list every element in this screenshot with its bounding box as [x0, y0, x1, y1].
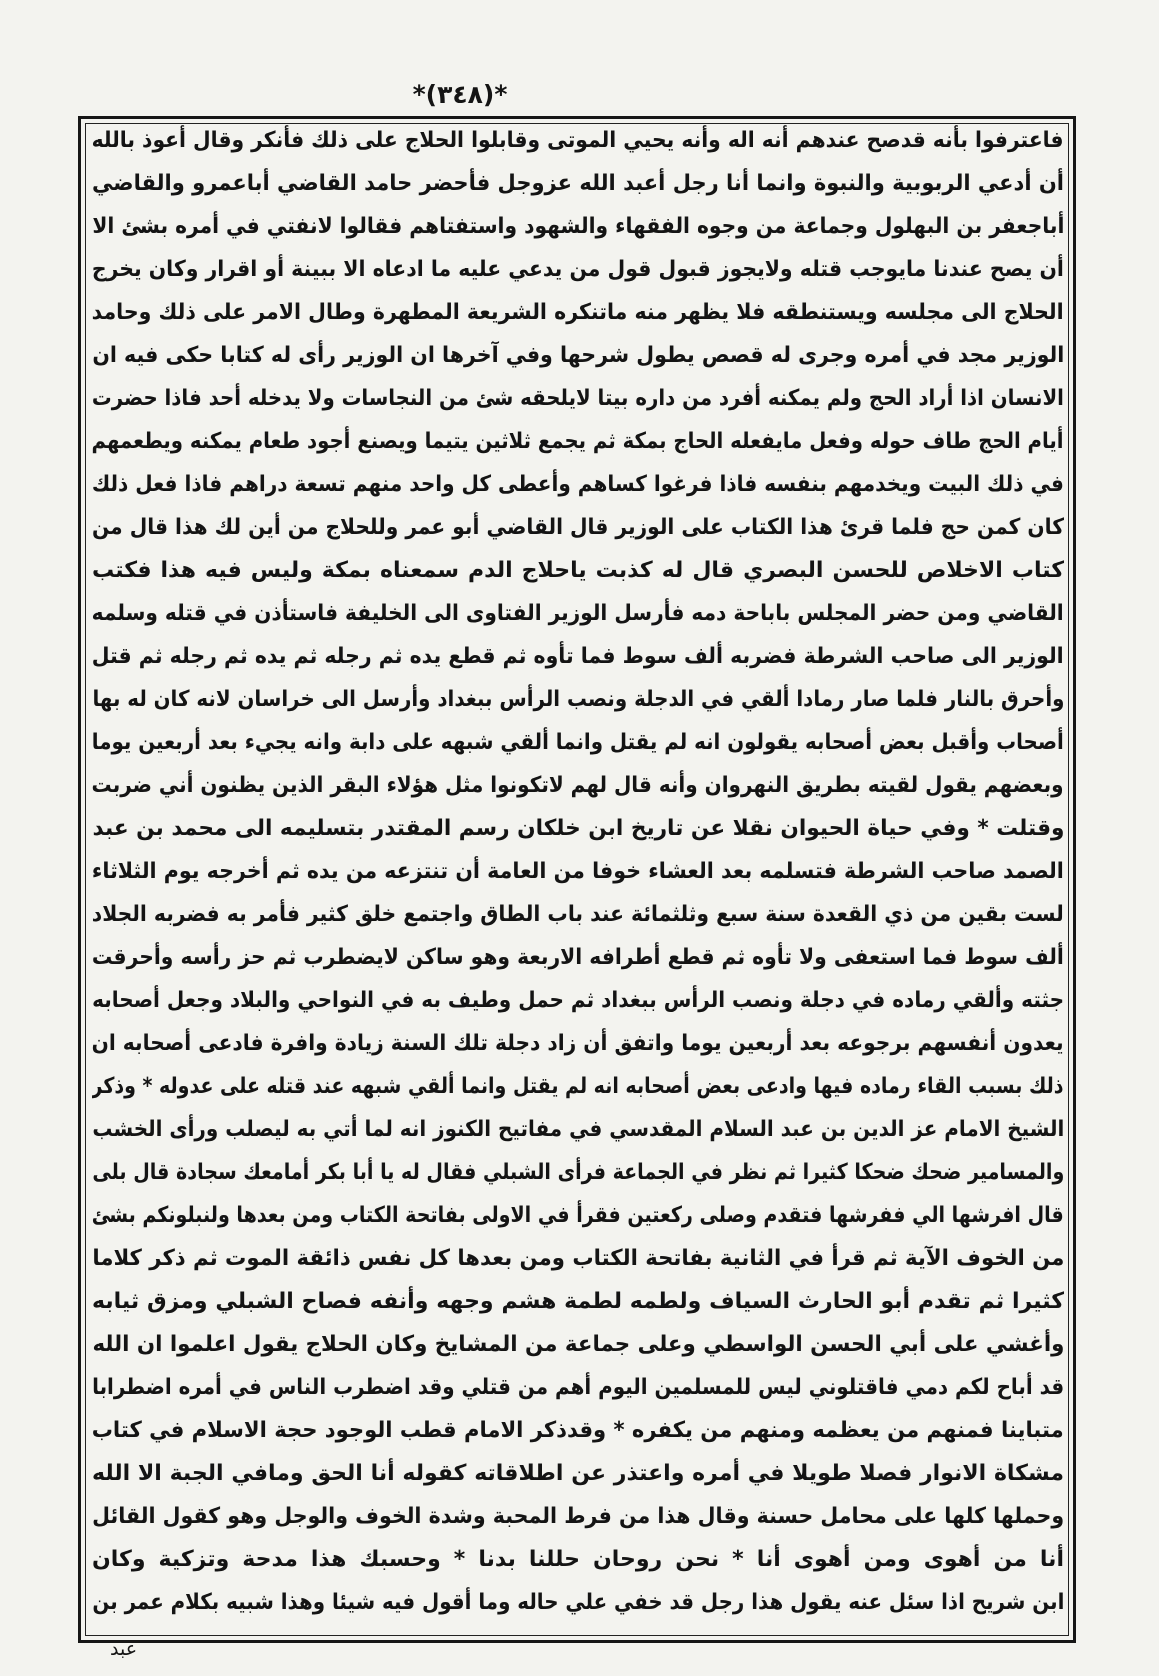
line-text: أباجعفر بن البهلول وجماعة من وجوه الفقهاء والشهود واستفتاهم فقالوا لانفتي في أمره بشئ الا — [92, 214, 1064, 239]
text-line — [92, 162, 1064, 205]
line-text: القاضي ومن حضر المجلس باباحة دمه فأرسل الوزير الفتاوى الى الخليفة فاستأذن في قتله وسلمه — [92, 601, 1064, 626]
text-line — [92, 291, 1064, 334]
line-text: أصحاب وأقبل بعض أصحابه يقولون انه لم يقتل وانما ألقي شبهه على دابة وانه يجيء بعد أربعين يوما — [92, 730, 1064, 755]
text-line — [92, 334, 1064, 377]
line-text: كان كمن حج فلما قرئ هذا الكتاب على الوزير قال القاضي أبو عمر وللحلاج من أين لك هذا قال من — [92, 515, 1064, 540]
text-line — [92, 1280, 1064, 1323]
text-line — [92, 463, 1064, 506]
line-text: الصمد صاحب الشرطة فتسلمه بعد العشاء خوفا من العامة أن تنتزعه من يده ثم أخرجه يوم الثلاثاء — [92, 859, 1064, 884]
text-line — [92, 1495, 1064, 1538]
line-text: الشيخ الامام عز الدين بن عبد السلام المقدسي في مفاتيح الكنوز انه لما أتي به ليصلب ورأى الخشب — [92, 1117, 1064, 1142]
text-line — [92, 850, 1064, 893]
line-text: فاعترفوا بأنه قدصح عندهم أنه اله وأنه يحيي الموتى وقابلوا الحلاج على ذلك فأنكر وقال أعوذ بالله — [92, 128, 1064, 153]
line-text: ذلك بسبب القاء رماده فيها وادعى بعض أصحابه انه لم يقتل وانما ألقي شبهه عند قتله على عدوله * وذكر — [92, 1074, 1064, 1099]
line-text: الوزير مجد في أمره وجرى له قصص يطول شرحها وفي آخرها ان الوزير رأى له كتابا حكى فيه ان — [92, 343, 1064, 368]
line-text: لست بقين من ذي القعدة سنة سبع وثلثمائة عند باب الطاق واجتمع خلق كثير فأمر به فضربه الجلاد — [92, 902, 1064, 927]
text-line — [92, 420, 1064, 463]
line-text: أيام الحج طاف حوله وفعل مايفعله الحاج بمكة ثم يجمع ثلاثين يتيما ويصنع أجود طعام يمكنه ويطعمهم — [92, 429, 1064, 454]
line-text: وبعضهم يقول لقيته بطريق النهروان وأنه قال لهم لاتكونوا مثل هؤلاء البقر الذين يظنون أني ضربت — [92, 773, 1064, 798]
text-line — [92, 1538, 1064, 1581]
line-text: جثته وألقي رماده في دجلة ونصب الرأس ببغداد ثم حمل وطيف به في النواحي والبلاد وجعل أصحابه — [92, 988, 1064, 1013]
text-line — [92, 635, 1064, 678]
line-text: من الخوف الآية ثم قرأ في الثانية بفاتحة الكتاب ومن بعدها كل نفس ذائقة الموت ثم ذكر كلاما — [92, 1246, 1064, 1271]
text-line — [92, 549, 1064, 592]
text-line — [92, 1022, 1064, 1065]
line-text: وأحرق بالنار فلما صار رمادا ألقي في الدجلة ونصب الرأس ببغداد وأرسل الى خراسان لانه كان له بها — [92, 687, 1064, 712]
text-line — [92, 1108, 1064, 1151]
text-line — [92, 807, 1064, 850]
line-text: قد أباح لكم دمي فاقتلوني ليس للمسلمين اليوم أهم من قتلي وقد اضطرب الناس في أمره اضطرابا — [92, 1375, 1064, 1400]
line-text: في ذلك البيت ويخدمهم بنفسه فاذا فرغوا كساهم وأعطى كل واحد منهم تسعة دراهم فاذا فعل ذلك — [92, 472, 1064, 497]
text-line — [92, 1194, 1064, 1237]
line-text: وقتلت * وفي حياة الحيوان نقلا عن تاريخ ابن خلكان رسم المقتدر بتسليمه الى محمد بن عبد — [92, 816, 1064, 841]
text-line — [92, 1409, 1064, 1452]
text-line — [92, 592, 1064, 635]
line-text: وحملها كلها على محامل حسنة وقال هذا من فرط المحبة وشدة الخوف والوجل وهو كقول القائل — [92, 1504, 1064, 1529]
line-text: أنا من أهوى ومن أهوى أنا * نحن روحان حللنا بدنا * وحسبك هذا مدحة وتزكية وكان — [92, 1547, 1064, 1572]
line-text: كتاب الاخلاص للحسن البصري قال له كذبت ياحلاج الدم سمعناه بمكة وليس فيه هذا فكتب — [92, 558, 1064, 583]
text-line — [92, 678, 1064, 721]
line-text: ابن شريح اذا سئل عنه يقول هذا رجل قد خفي علي حاله وما أقول فيه شيئا وهذا شبيه بكلام عمر بن — [92, 1590, 1064, 1615]
text-line — [92, 1366, 1064, 1409]
line-text: متباينا فمنهم من يعظمه ومنهم من يكفره * وقدذكر الامام قطب الوجود حجة الاسلام في كتاب — [92, 1418, 1064, 1443]
line-text: قال افرشها الي ففرشها فتقدم وصلى ركعتين فقرأ في الاولى بفاتحة الكتاب ومن بعدها ولنبلونكم بشئ — [92, 1203, 1064, 1228]
line-text: كثيرا ثم تقدم أبو الحارث السياف ولطمه لطمة هشم وجهه وأنفه فصاح الشبلي ومزق ثيابه — [92, 1289, 1064, 1314]
line-text: ألف سوط فما استعفى ولا تأوه ثم قطع أطرافه الاربعة وهو ساكن لايضطرب ثم حز رأسه وأحرقت — [92, 945, 1064, 970]
text-line — [92, 764, 1064, 807]
line-text: والمسامير ضحك ضحكا كثيرا ثم نظر في الجماعة فرأى الشبلي فقال له يا أبا بكر أمامعك سجادة قال بلى — [92, 1160, 1064, 1185]
text-line — [92, 1151, 1064, 1194]
line-text: يعدون أنفسهم برجوعه بعد أربعين يوما واتفق أن زاد دجلة تلك السنة زيادة وافرة فادعى أصحابه ان — [92, 1031, 1064, 1056]
text-line — [92, 893, 1064, 936]
text-line — [92, 377, 1064, 420]
text-line — [92, 1323, 1064, 1366]
text-line — [92, 506, 1064, 549]
page-number: *(٣٤٨)* — [412, 80, 508, 109]
text-line — [92, 1065, 1064, 1108]
text-line — [92, 936, 1064, 979]
line-text: مشكاة الانوار فصلا طويلا في أمره واعتذر عن اطلاقاته كقوله أنا الحق ومافي الجبة الا الله — [92, 1461, 1064, 1486]
catchword: عبد — [110, 1638, 138, 1660]
text-line — [92, 119, 1064, 162]
text-line — [92, 979, 1064, 1022]
line-text: وأغشي على أبي الحسن الواسطي وعلى جماعة من المشايخ وكان الحلاج يقول اعلموا ان الله — [92, 1332, 1064, 1357]
line-text: أن أدعي الربوبية والنبوة وانما أنا رجل أعبد الله عزوجل فأحضر حامد القاضي أباعمرو والقاضي — [92, 171, 1064, 196]
body-text — [92, 119, 1064, 1629]
line-text: الوزير الى صاحب الشرطة فضربه ألف سوط فما تأوه ثم قطع يده ثم رجله ثم يده ثم رجله ثم قتل — [92, 644, 1064, 669]
text-line — [92, 1581, 1064, 1624]
line-text: أن يصح عندنا مايوجب قتله ولايجوز قبول قول من يدعي عليه ما ادعاه الا ببينة أو اقرار وكان يخرج — [92, 257, 1064, 282]
text-line — [92, 721, 1064, 764]
text-line — [92, 1452, 1064, 1495]
text-line — [92, 248, 1064, 291]
text-line — [92, 205, 1064, 248]
line-text: الحلاج الى مجلسه ويستنطقه فلا يظهر منه ماتنكره الشريعة المطهرة وطال الامر على ذلك وحامد — [92, 300, 1064, 325]
text-line — [92, 1237, 1064, 1280]
line-text: الانسان اذا أراد الحج ولم يمكنه أفرد من داره بيتا لايلحقه شئ من النجاسات ولا يدخله أحد فاذا حضرت — [92, 386, 1064, 411]
